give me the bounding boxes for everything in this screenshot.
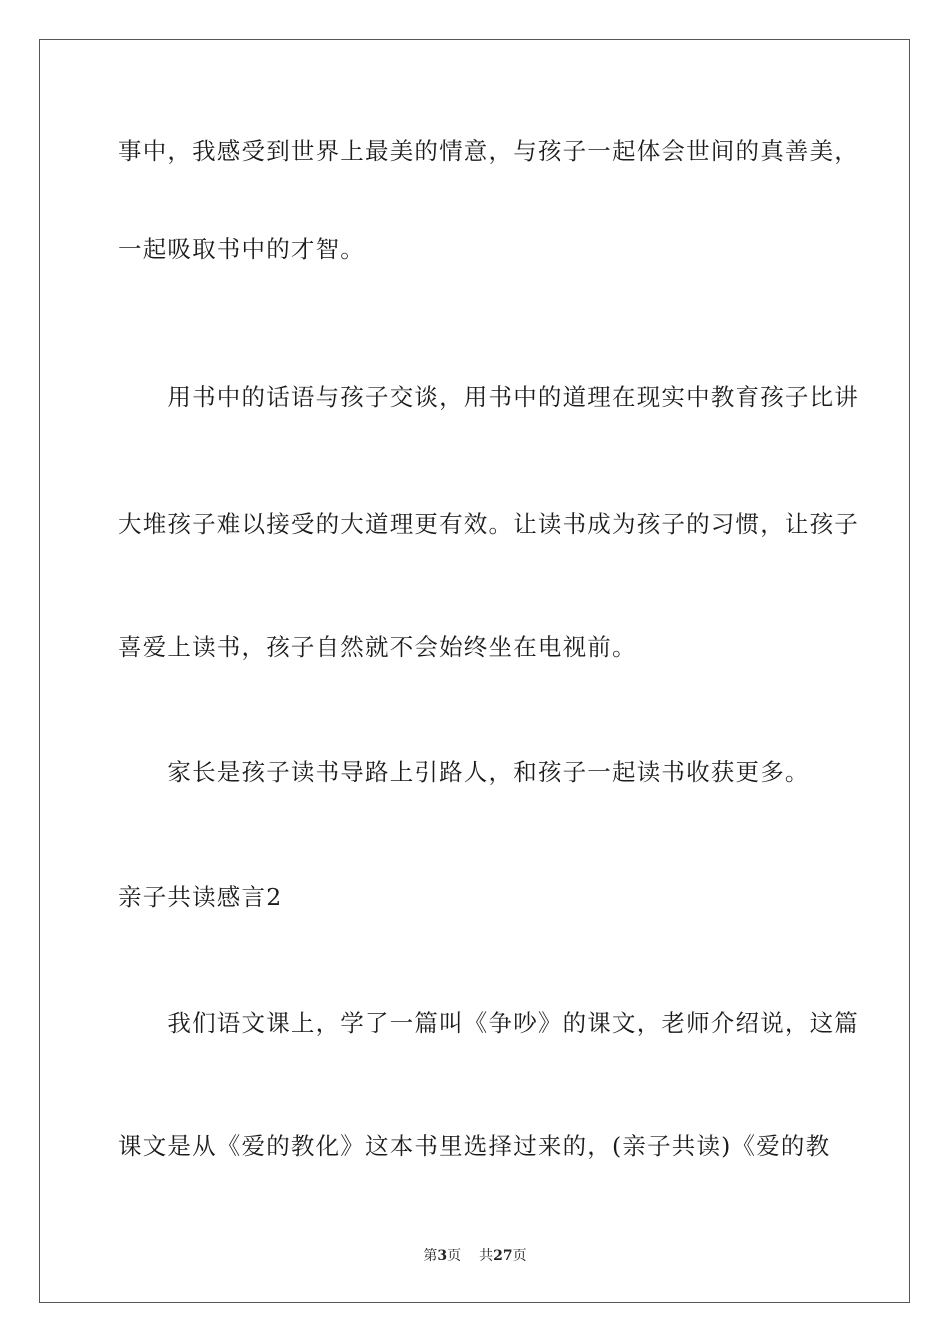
total-prefix: 共 xyxy=(479,1248,494,1264)
text-line-3: 用书中的话语与孩子交谈，用书中的道理在现实中教育孩子比讲 xyxy=(118,383,859,411)
text-line-8: 课文是从《爱的教化》这本书里选择过来的，(亲子共读)《爱的教 xyxy=(118,1132,831,1160)
text-line-7: 我们语文课上，学了一篇叫《争吵》的课文，老师介绍说，这篇 xyxy=(118,1009,859,1037)
page-border xyxy=(39,39,910,1303)
total-suffix: 页 xyxy=(512,1248,527,1264)
page-suffix: 页 xyxy=(447,1248,462,1264)
page-number: 3 xyxy=(437,1248,448,1264)
text-line-4: 大堆孩子难以接受的大道理更有效。让读书成为孩子的习惯，让孩子 xyxy=(118,510,859,538)
text-line-6: 家长是孩子读书导路上引路人，和孩子一起读书收获更多。 xyxy=(118,758,810,786)
page-prefix: 第 xyxy=(423,1248,438,1264)
page-footer xyxy=(0,1246,950,1266)
text-line-2: 一起吸取书中的才智。 xyxy=(118,235,365,263)
total-pages: 27 xyxy=(493,1248,513,1264)
section-heading: 亲子共读感言2 xyxy=(118,883,283,911)
text-line-5: 喜爱上读书，孩子自然就不会始终坐在电视前。 xyxy=(118,633,637,661)
text-line-1: 事中，我感受到世界上最美的情意，与孩子一起体会世间的真善美， xyxy=(118,137,859,165)
